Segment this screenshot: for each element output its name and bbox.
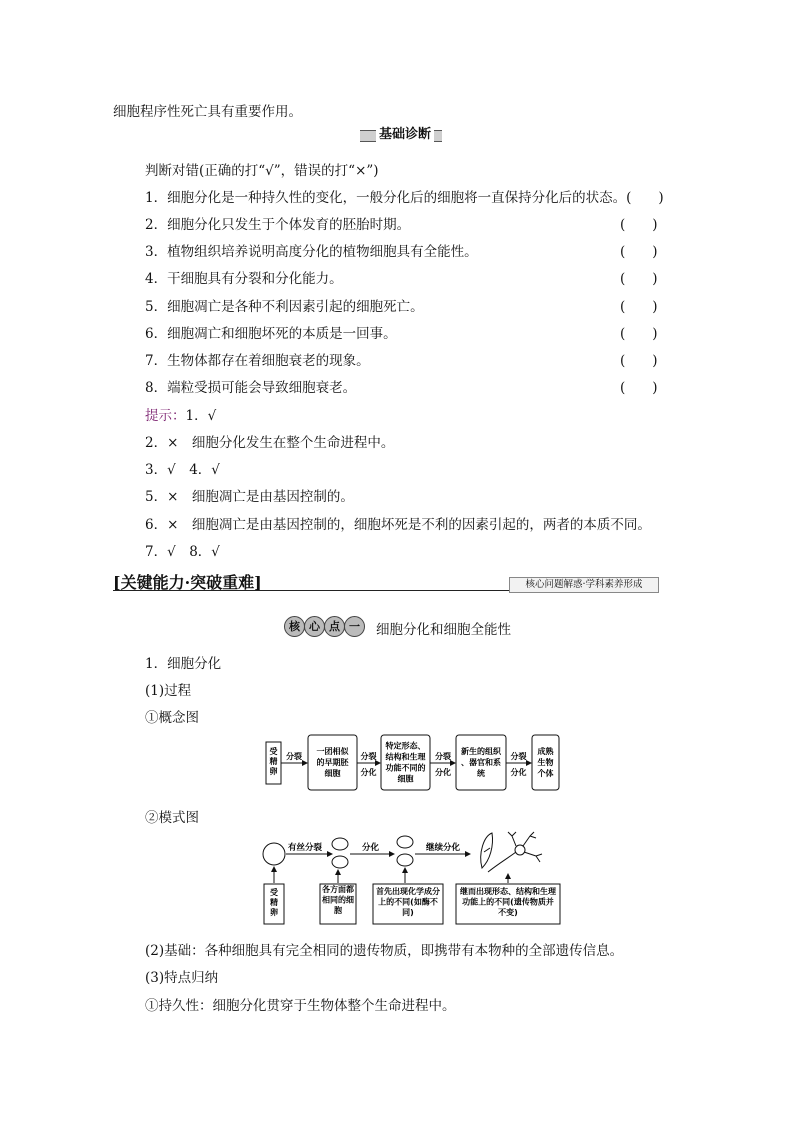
answer-paren: ( ) — [620, 353, 658, 369]
hint-line — [145, 404, 216, 424]
section-tag: 核心问题解惑·学科素养形成 — [509, 577, 659, 593]
badge-char: 核 — [284, 616, 305, 637]
arrow-label: 分化 — [435, 768, 451, 777]
answer-paren: ( ) — [620, 271, 658, 287]
node-zygote-char: 精 — [269, 757, 278, 766]
node-text-line: 成熟 — [537, 747, 554, 756]
arrow-label-differentiate: 分化 — [362, 843, 380, 853]
badge-char: 一 — [344, 616, 365, 637]
identical-cell — [332, 838, 348, 850]
arrow-label-further: 继续分化 — [426, 843, 461, 853]
box-text-line: 同) — [402, 908, 414, 917]
node-text-line: 细胞 — [324, 769, 341, 778]
judge-item-4: 4．干细胞具有分裂和分化能力。 — [145, 271, 343, 287]
hint-label: 提示： — [145, 408, 186, 424]
box-zygote-char: 卵 — [270, 908, 278, 917]
box-text-line: 功能上的不同(遗传物质并 — [462, 897, 554, 907]
node-text-line: 、器官和系 — [461, 758, 501, 767]
concept-map-label: ①概念图 — [145, 710, 199, 726]
judge-item-3: 3．植物组织培养说明高度分化的植物细胞具有全能性。 — [145, 244, 478, 260]
box-text-line: 继而出现形态、结构和生理 — [460, 887, 556, 896]
answer-2: 2．× 细胞分化发生在整个生命进程中。 — [145, 435, 395, 451]
arrow-label: 分裂 — [510, 752, 527, 761]
differentiated-cell — [397, 836, 413, 848]
answer-5: 5．× 细胞凋亡是由基因控制的。 — [145, 489, 354, 505]
node-text-line: 细胞 — [397, 774, 414, 784]
arrow-label: 分裂 — [286, 752, 302, 761]
box-text-line: 不变) — [498, 908, 518, 917]
node-text-line: 个体 — [537, 769, 554, 778]
node-text-line: 功能不同的 — [385, 763, 426, 773]
answer-7-8: 7．√ 8．√ — [145, 544, 220, 560]
answer-3-4: 3．√ 4．√ — [145, 462, 220, 478]
box-text-line: 各方面都 — [322, 885, 354, 894]
judge-instruction: 判断对错(正确的打“√”，错误的打“×”) — [145, 163, 379, 179]
answer-paren: ( ) — [620, 299, 658, 315]
node-text-line: 新生的组织 — [461, 747, 501, 756]
judge-item-5: 5．细胞凋亡是各种不利因素引起的细胞死亡。 — [145, 299, 424, 315]
core-title: 细胞分化和细胞全能性 — [376, 622, 511, 638]
basis-line: (2)基础：各种细胞具有完全相同的遗传物质，即携带有本物种的全部遗传信息。 — [145, 943, 624, 959]
node-zygote-char: 卵 — [269, 767, 278, 776]
node-text-line: 特定形态、 — [385, 741, 426, 751]
judge-item-1: 1．细胞分化是一种持久性的变化，一般分化后的细胞将一直保持分化后的状态。( ) — [145, 190, 664, 206]
judge-item-7: 7．生物体都存在着细胞衰老的现象。 — [145, 353, 370, 369]
feature-1: ①持久性：细胞分化贯穿于生物体整个生命进程中。 — [145, 998, 456, 1014]
intro-line: 细胞程序性死亡具有重要作用。 — [113, 104, 302, 120]
differentiated-cell — [397, 854, 413, 866]
hint-first: 1．√ — [185, 408, 217, 424]
answer-paren: ( ) — [620, 244, 658, 260]
pattern-map-label: ②模式图 — [145, 810, 199, 826]
node-text-line: 一团相似 — [316, 747, 349, 756]
nerve-dendrites — [508, 832, 542, 862]
judge-item-8: 8．端粒受损可能会导致细胞衰老。 — [145, 380, 357, 396]
answer-6: 6．× 细胞凋亡是由基因控制的，细胞坏死是不利的因素引起的，两者的本质不同。 — [145, 517, 651, 533]
core-point-badge — [284, 616, 364, 636]
subheading-process: (1)过程 — [145, 683, 192, 699]
box-text-line: 首先出现化学成分 — [376, 887, 440, 896]
pattern-map — [258, 828, 568, 928]
arrow-label: 分裂 — [435, 752, 451, 761]
box-zygote-char: 精 — [270, 898, 278, 907]
subheading-cell-differentiation: 1．细胞分化 — [145, 656, 222, 672]
box-zygote-char: 受 — [270, 888, 278, 897]
arrow-label: 分裂 — [360, 752, 377, 761]
identical-cell — [332, 856, 348, 868]
node-text-line: 结构和生理 — [385, 752, 426, 762]
badge-char: 点 — [324, 616, 345, 637]
badge-char: 心 — [304, 616, 325, 637]
nerve-axon — [488, 852, 516, 872]
answer-paren: ( ) — [620, 217, 658, 233]
concept-map — [260, 732, 570, 796]
arrow-label: 分化 — [510, 768, 527, 777]
judge-item-6: 6．细胞凋亡和细胞坏死的本质是一回事。 — [145, 326, 397, 342]
basic-diagnosis-banner — [360, 126, 442, 144]
banner-label: 基础诊断 — [376, 126, 434, 144]
answer-paren: ( ) — [620, 326, 658, 342]
arrow-label: 分化 — [360, 768, 377, 777]
zygote-cell — [263, 843, 285, 865]
node-text-line: 统 — [477, 769, 485, 778]
judge-item-2: 2．细胞分化只发生于个体发育的胚胎时期。 — [145, 217, 411, 233]
box-text-line: 相同的细 — [322, 895, 354, 905]
node-zygote-char: 受 — [269, 747, 278, 756]
node-text-line: 的早期胚 — [316, 758, 349, 767]
features-heading: (3)特点归纳 — [145, 970, 219, 986]
nerve-cell-body — [515, 845, 525, 855]
node-text-line: 生物 — [537, 758, 554, 767]
box-text-line: 胞 — [334, 906, 342, 915]
box-text-line: 上的不同(如酶不 — [378, 897, 438, 907]
answer-paren: ( ) — [620, 380, 658, 396]
arrow-label-mitosis: 有丝分裂 — [288, 843, 323, 853]
muscle-cell-line — [484, 848, 490, 852]
section-title: [关键能力·突破重难] — [113, 573, 262, 592]
